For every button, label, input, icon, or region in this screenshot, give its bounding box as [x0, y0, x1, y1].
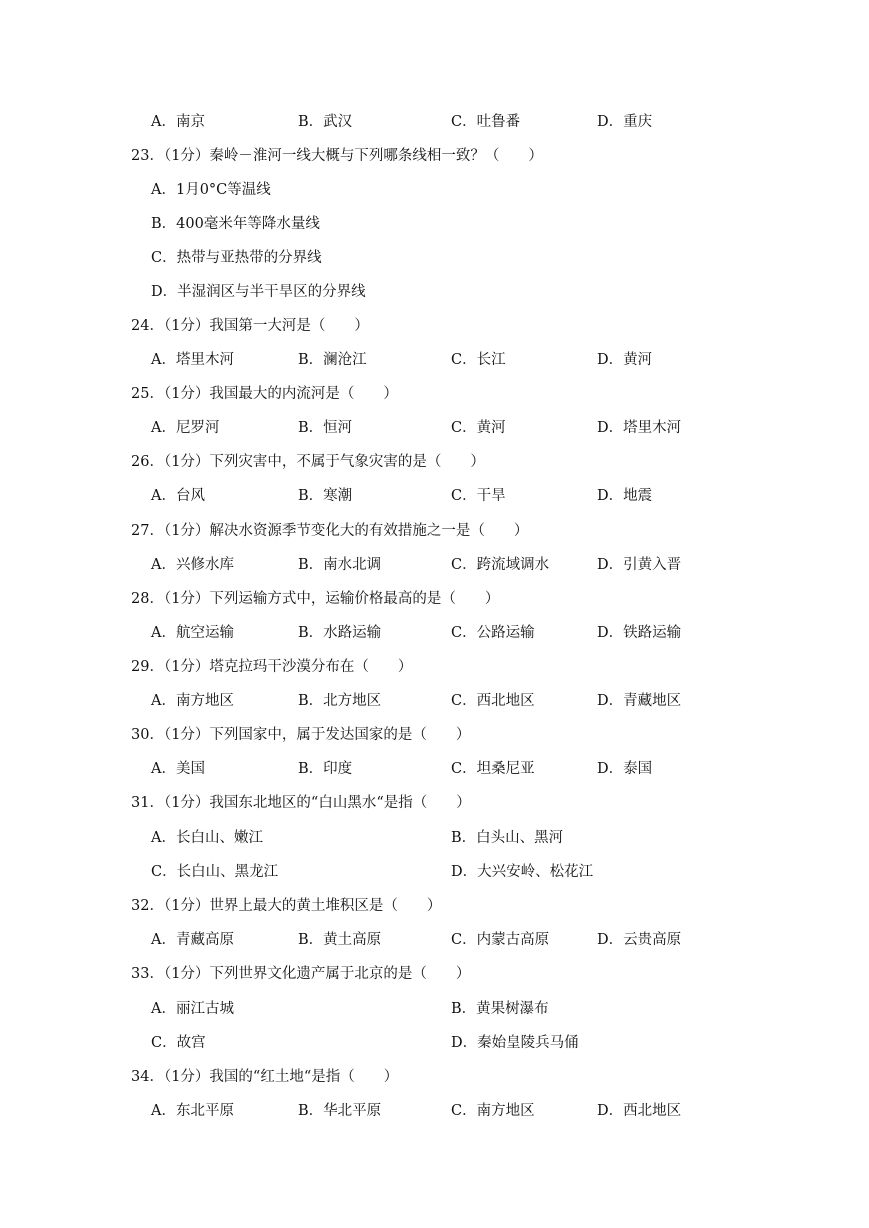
q30-option-b: B．印度	[298, 761, 353, 777]
q25-options	[0, 417, 869, 439]
q27-stem-line	[0, 520, 869, 542]
q22-option-b: B．武汉	[298, 114, 353, 130]
q27-option-b: B．南水北调	[298, 557, 382, 573]
q30-option-a: A．美国	[151, 761, 205, 777]
q28-options	[0, 622, 869, 644]
q28-stem: 28．（1分）下列运输方式中，运输价格最高的是（ ）	[131, 591, 500, 607]
q28-stem-line	[0, 588, 869, 610]
q28-option-d: D．铁路运输	[597, 625, 682, 641]
q31-option-d: D．大兴安岭、松花江	[451, 864, 594, 880]
q27-stem: 27．（1分）解决水资源季节变化大的有效措施之一是（ ）	[131, 523, 529, 539]
q31-stem: 31．（1分）我国东北地区的“白山黑水“是指（ ）	[131, 795, 471, 811]
q30-stem: 30．（1分）下列国家中，属于发达国家的是（ ）	[131, 727, 471, 743]
q32-option-b: B．黄土高原	[298, 932, 382, 948]
q23-option-c: C．热带与亚热带的分界线	[151, 250, 322, 266]
q23-option-b-line	[0, 213, 869, 235]
q25-stem: 25．（1分）我国最大的内流河是（ ）	[131, 386, 398, 402]
q30-stem-line	[0, 724, 869, 746]
q24-stem-line	[0, 315, 869, 337]
q23-option-b: B．400毫米年等降水量线	[151, 216, 320, 232]
q32-option-c: C．内蒙古高原	[451, 932, 550, 948]
q24-option-a: A．塔里木河	[151, 352, 234, 368]
q29-option-d: D．青藏地区	[597, 693, 682, 709]
q34-options	[0, 1100, 869, 1122]
q29-stem: 29．（1分）塔克拉玛干沙漠分布在（ ）	[131, 659, 413, 675]
q25-option-c: C．黄河	[451, 420, 506, 436]
q33-options-row2	[0, 1032, 869, 1054]
q31-options-row2	[0, 861, 869, 883]
q26-option-b: B．寒潮	[298, 488, 353, 504]
q26-stem-line	[0, 451, 869, 473]
q33-stem: 33．（1分）下列世界文化遗产属于北京的是（ ）	[131, 966, 471, 982]
q25-option-d: D．塔里木河	[597, 420, 682, 436]
q32-stem: 32．（1分）世界上最大的黄土堆积区是（ ）	[131, 898, 442, 914]
q28-option-b: B．水路运输	[298, 625, 382, 641]
q23-option-a: A．1月0°C等温线	[151, 182, 271, 198]
q31-options-row1	[0, 827, 869, 849]
q24-option-c: C．长江	[451, 352, 506, 368]
q31-option-a: A．长白山、嫩江	[151, 830, 263, 846]
q32-options	[0, 929, 869, 951]
q34-option-b: B．华北平原	[298, 1103, 382, 1119]
q23-option-d: D．半湿润区与半干旱区的分界线	[151, 284, 366, 300]
q27-option-d: D．引黄入晋	[597, 557, 682, 573]
q24-options	[0, 349, 869, 371]
q33-option-c: C．故宫	[151, 1035, 206, 1051]
q24-stem: 24．（1分）我国第一大河是（ ）	[131, 318, 369, 334]
q34-stem: 34．（1分）我国的“红土地“是指（ ）	[131, 1069, 399, 1085]
q29-stem-line	[0, 656, 869, 678]
q29-option-c: C．西北地区	[451, 693, 535, 709]
q25-stem-line	[0, 383, 869, 405]
q34-option-d: D．西北地区	[597, 1103, 682, 1119]
q22-option-a: A．南京	[151, 114, 205, 130]
q23-stem-line	[0, 145, 869, 167]
q32-option-a: A．青藏高原	[151, 932, 234, 948]
q23-option-c-line	[0, 247, 869, 269]
q30-option-d: D．泰国	[597, 761, 653, 777]
q33-option-a: A．丽江古城	[151, 1001, 234, 1017]
q23-option-a-line	[0, 179, 869, 201]
q24-option-d: D．黄河	[597, 352, 653, 368]
q26-options	[0, 485, 869, 507]
q31-stem-line	[0, 792, 869, 814]
q26-option-c: C．干旱	[451, 488, 506, 504]
q23-option-d-line	[0, 281, 869, 303]
q31-option-b: B．白头山、黑河	[451, 830, 564, 846]
q27-options	[0, 554, 869, 576]
q25-option-b: B．恒河	[298, 420, 353, 436]
q22-option-c: C．吐鲁番	[451, 114, 521, 130]
q30-options	[0, 758, 869, 780]
q33-stem-line	[0, 963, 869, 985]
q33-option-d: D．秦始皇陵兵马俑	[451, 1035, 579, 1051]
q30-option-c: C．坦桑尼亚	[451, 761, 535, 777]
q28-option-c: C．公路运输	[451, 625, 535, 641]
q34-option-c: C．南方地区	[451, 1103, 535, 1119]
q32-option-d: D．云贵高原	[597, 932, 682, 948]
q28-option-a: A．航空运输	[151, 625, 234, 641]
q32-stem-line	[0, 895, 869, 917]
q33-option-b: B．黄果树瀑布	[451, 1001, 549, 1017]
q29-option-a: A．南方地区	[151, 693, 234, 709]
q34-option-a: A．东北平原	[151, 1103, 234, 1119]
q34-stem-line	[0, 1066, 869, 1088]
q29-option-b: B．北方地区	[298, 693, 382, 709]
q27-option-c: C．跨流域调水	[451, 557, 550, 573]
q25-option-a: A．尼罗河	[151, 420, 220, 436]
q26-option-a: A．台风	[151, 488, 205, 504]
q33-options-row1	[0, 998, 869, 1020]
q29-options	[0, 690, 869, 712]
q23-stem: 23．（1分）秦岭－淮河一线大概与下列哪条线相一致？（ ）	[131, 148, 543, 164]
q24-option-b: B．澜沧江	[298, 352, 367, 368]
q27-option-a: A．兴修水库	[151, 557, 234, 573]
q22-options	[0, 111, 869, 133]
q31-option-c: C．长白山、黑龙江	[151, 864, 279, 880]
q22-option-d: D．重庆	[597, 114, 653, 130]
q26-option-d: D．地震	[597, 488, 653, 504]
q26-stem: 26．（1分）下列灾害中，不属于气象灾害的是（ ）	[131, 454, 485, 470]
